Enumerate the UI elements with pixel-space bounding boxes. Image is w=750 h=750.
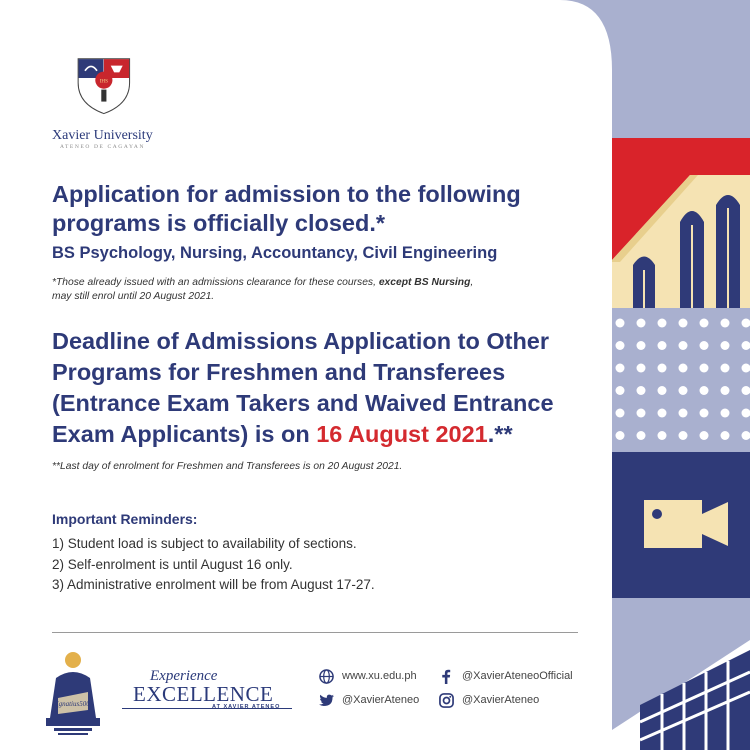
university-name: Xavier University <box>52 128 153 143</box>
facebook-icon <box>438 668 454 684</box>
deadline-heading-line3: (Entrance Exam Takers and Waived Entrance <box>52 390 554 416</box>
ignatius500-badge <box>42 648 104 738</box>
excellence-text: EXCELLENCE <box>133 682 274 706</box>
experience-text: Experience <box>150 668 218 684</box>
deadline-heading-line2: Programs for Freshmen and Transferees <box>52 359 506 385</box>
reminders-list <box>52 534 375 596</box>
deadline-note: **Last day of enrolment for Freshmen and Transferees is on 20 August 2021. <box>52 461 403 472</box>
at-xavier-text: AT XAVIER ATENEO <box>212 704 281 710</box>
reminder-item: 3) Administrative enrolment will be from August 17-27. <box>52 577 375 592</box>
contact-facebook[interactable]: @XavierAteneoOfficial <box>438 668 573 684</box>
closed-heading-line1: Application for admission to the following <box>52 181 521 207</box>
deadline-heading-line1: Deadline of Admissions Application to Other <box>52 328 550 354</box>
svg-text:Ignatius500: Ignatius500 <box>56 700 90 708</box>
instagram-icon <box>438 692 454 708</box>
closed-heading-line2: programs is officially closed.* <box>52 210 386 236</box>
university-subtitle: ATENEO DE CAGAYAN <box>60 144 146 150</box>
reminder-item: 2) Self-enrolment is until August 16 only. <box>52 556 293 572</box>
university-shield-logo <box>70 57 160 117</box>
deadline-heading-line4: Exam Applicants) is on 16 August 2021.** <box>52 421 513 447</box>
reminder-item: 1) Student load is subject to availability of sections. <box>52 536 357 551</box>
footer-divider <box>52 632 578 633</box>
globe-icon <box>318 668 334 684</box>
reminders-title: Important Reminders: <box>52 511 198 527</box>
contact-instagram[interactable]: @XavierAteneo <box>438 692 539 708</box>
closed-note: *Those already issued with an admissions clearance for these courses, except BS Nursing, may still enrol until 20 August 2021. <box>52 277 474 302</box>
contact-twitter[interactable]: @XavierAteneo <box>318 692 419 708</box>
deadline-date: 16 August 2021 <box>316 421 488 447</box>
closed-programs-list: BS Psychology, Nursing, Accountancy, Civil Engineering <box>52 244 498 262</box>
contact-website[interactable]: www.xu.edu.ph <box>318 668 417 684</box>
twitter-icon <box>318 692 334 708</box>
svg-text:IHS: IHS <box>99 78 108 85</box>
